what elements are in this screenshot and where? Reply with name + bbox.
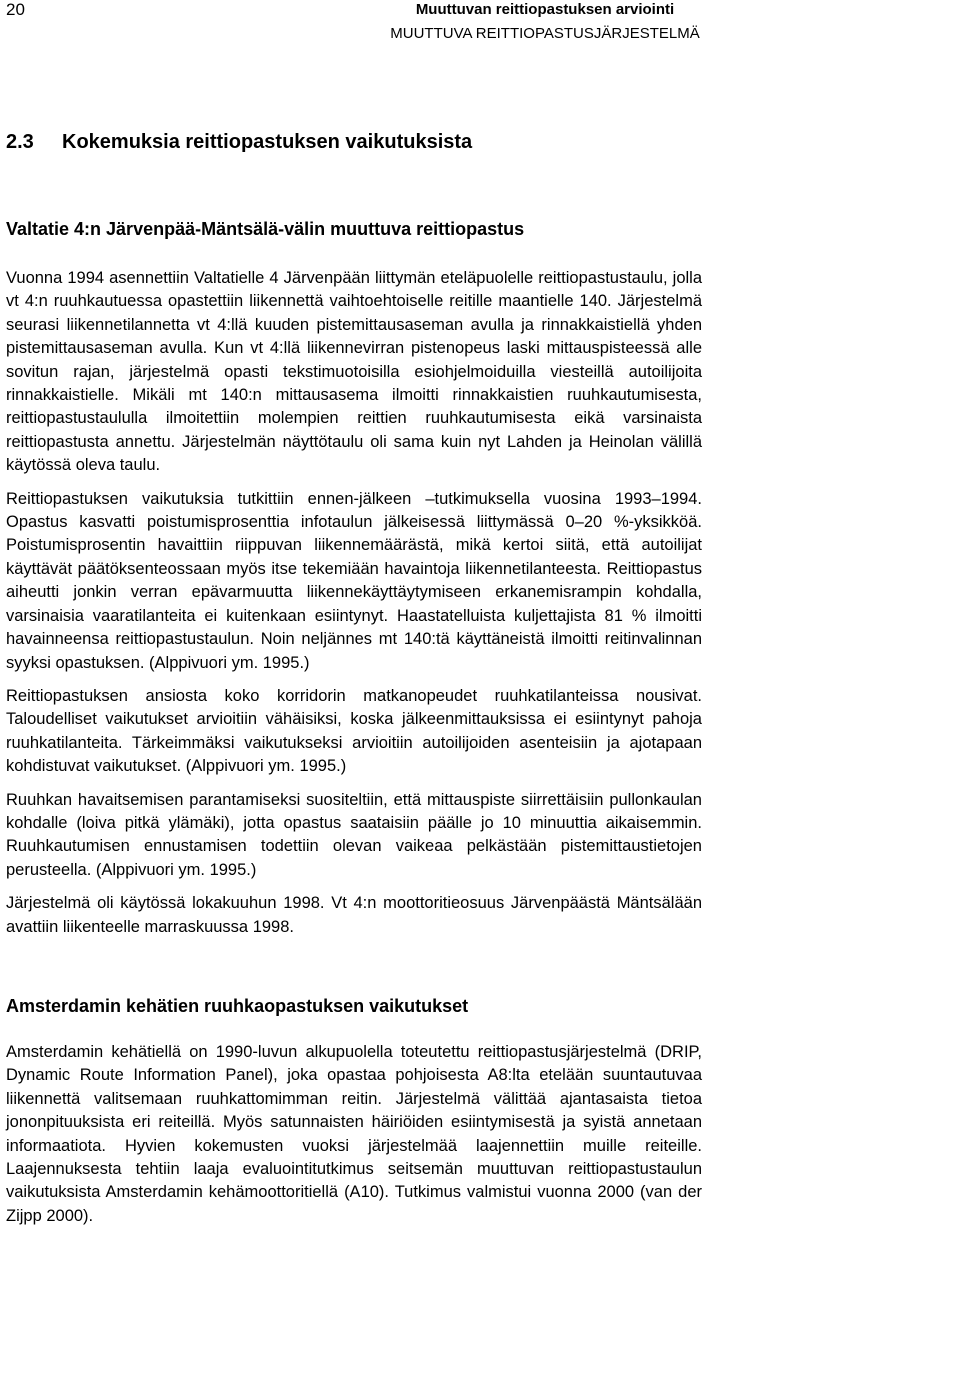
header-subtitle: MUUTTUVA REITTIOPASTUSJÄRJESTELMÄ <box>390 25 700 42</box>
page-number: 20 <box>6 0 25 19</box>
paragraph: Amsterdamin kehätiellä on 1990-luvun alkupuolella toteutettu reittiopastusjärjestelmä (DRIP, Dynamic Route Information Panel), joka opastaa pohjoisesta A8:lta etelään suuntautuvaa liikennettä valitsemaan ruuhkattomimman reitin. Järjestelmä välittää ajantasaista tietoa jononpituuksista eri reiteillä. Myös satunnaisten häiriöiden esiintymisestä ja syistä annetaan informaatiota. Hyvien kokemusten vuoksi järjestelmää laajennettiin muille reiteille. Laajennuksesta tehtiin laaja evaluointitutkimus seitsemän muuttuvan reittiopastustaulun vaikutuksista Amsterdamin kehämoottoritiellä (A10). Tutkimus valmistui vuonna 2000 (van der Zijpp 2000). <box>6 1042 702 1225</box>
subsection-heading-valtatie4: Valtatie 4:n Järvenpää-Mäntsälä-välin muuttuva reittiopastus <box>6 219 525 239</box>
section-heading <box>6 128 472 156</box>
paragraph: Järjestelmä oli käytössä lokakuuhun 1998. Vt 4:n moottoritieosuus Järvenpäästä Mäntsälään avattiin liikenteelle marraskuussa 1998. <box>6 894 702 936</box>
running-header <box>390 0 700 44</box>
paragraph: Reittiopastuksen vaikutuksia tutkittiin ennen-jälkeen –tutkimuksella vuosina 1993–1994. Opastus kasvatti poistumisprosenttia infotaulun jälkeisessä liittymässä 0–20 %-yksikköä. Poistumisprosentin havaittiin riippuvan liikennemäärästä, mikä kertoi siitä, että autoilijat käyttävät päätöksenteossaan myös itse tekemiään havaintoja liikennetilanteesta. Reittiopastus aiheutti jonkin verran epävarmuutta liikennekäyttäytymiseen erkanemisrampin kohdalla, varsinaisia vaaratilanteita ei kuitenkaan esiintynyt. Haastatelluista kuljettajista 81 % ilmoitti havainneensa reittiopastustaulun. Noin neljännes mt 140:tä käyttäneistä ilmoitti reitinvalinnan syyksi opastuksen. (Alppivuori ym. 1995.) <box>6 489 702 672</box>
paragraph: Vuonna 1994 asennettiin Valtatielle 4 Järvenpään liittymän eteläpuolelle reittiopastustaulu, jolla vt 4:n ruuhkautuessa opastettiin liikennettä vaihtoehtoiselle reitille maantielle 140. Järjestelmä seurasi liikennetilannetta vt 4:llä kuuden pistemittausaseman avulla ja rinnakkaistiellä yhden pistemittausaseman avulla. Kun vt 4:llä liikennevirran pistenopeus laski mittauspisteessä alle sovitun rajan, järjestelmä opasti tekstimuotoisilla esiohjelmoiduilla viesteillä autoilijoita rinnakkaistielle. Mikäli mt 140:n mittausasema ilmoitti rinnakkaistien ruuhkautumisesta, reittiopastustaululla ilmoitettiin molempien reittien ruuhkautumisesta eikä varsinaista reittiopastusta annettu. Järjestelmän näyttötaulu oli sama kuin nyt Lahden ja Heinolan välillä käytössä oleva taulu. <box>6 269 702 475</box>
header-title: Muuttuvan reittiopastuksen arviointi <box>415 1 675 18</box>
main-content <box>6 216 702 1228</box>
paragraph: Ruuhkan havaitsemisen parantamiseksi suositeltiin, että mittauspiste siirrettäisiin pullonkaulan kohdalle (loiva pitkä ylämäki), jotta opastus saataisiin päälle jo 10 minuuttia aikaisemmin. Ruuhkautumisen ennustamisen todettiin olevan vaikeaa pelkästään pistemittaustietojen perusteella. (Alppivuori ym. 1995.) <box>6 790 702 879</box>
section-number: 2.3 <box>6 131 34 153</box>
subsection-heading-amsterdam: Amsterdamin kehätien ruuhkaopastuksen vaikutukset <box>6 995 469 1016</box>
paragraph: Reittiopastuksen ansiosta koko korridorin matkanopeudet ruuhkatilanteissa nousivat. Taloudelliset vaikutukset arvioitiin vähäisiksi, koska jälkeenmittauksissa ei esiintynyt pahoja ruuhkatilanteita. Tärkeimmäksi vaikutukseksi arvioitiin autoilijoiden asenteisiin ja ajotapaan kohdistuvat vaikutukset. (Alppivuori ym. 1995.) <box>6 686 702 776</box>
section-title: Kokemuksia reittiopastuksen vaikutuksista <box>62 131 473 153</box>
